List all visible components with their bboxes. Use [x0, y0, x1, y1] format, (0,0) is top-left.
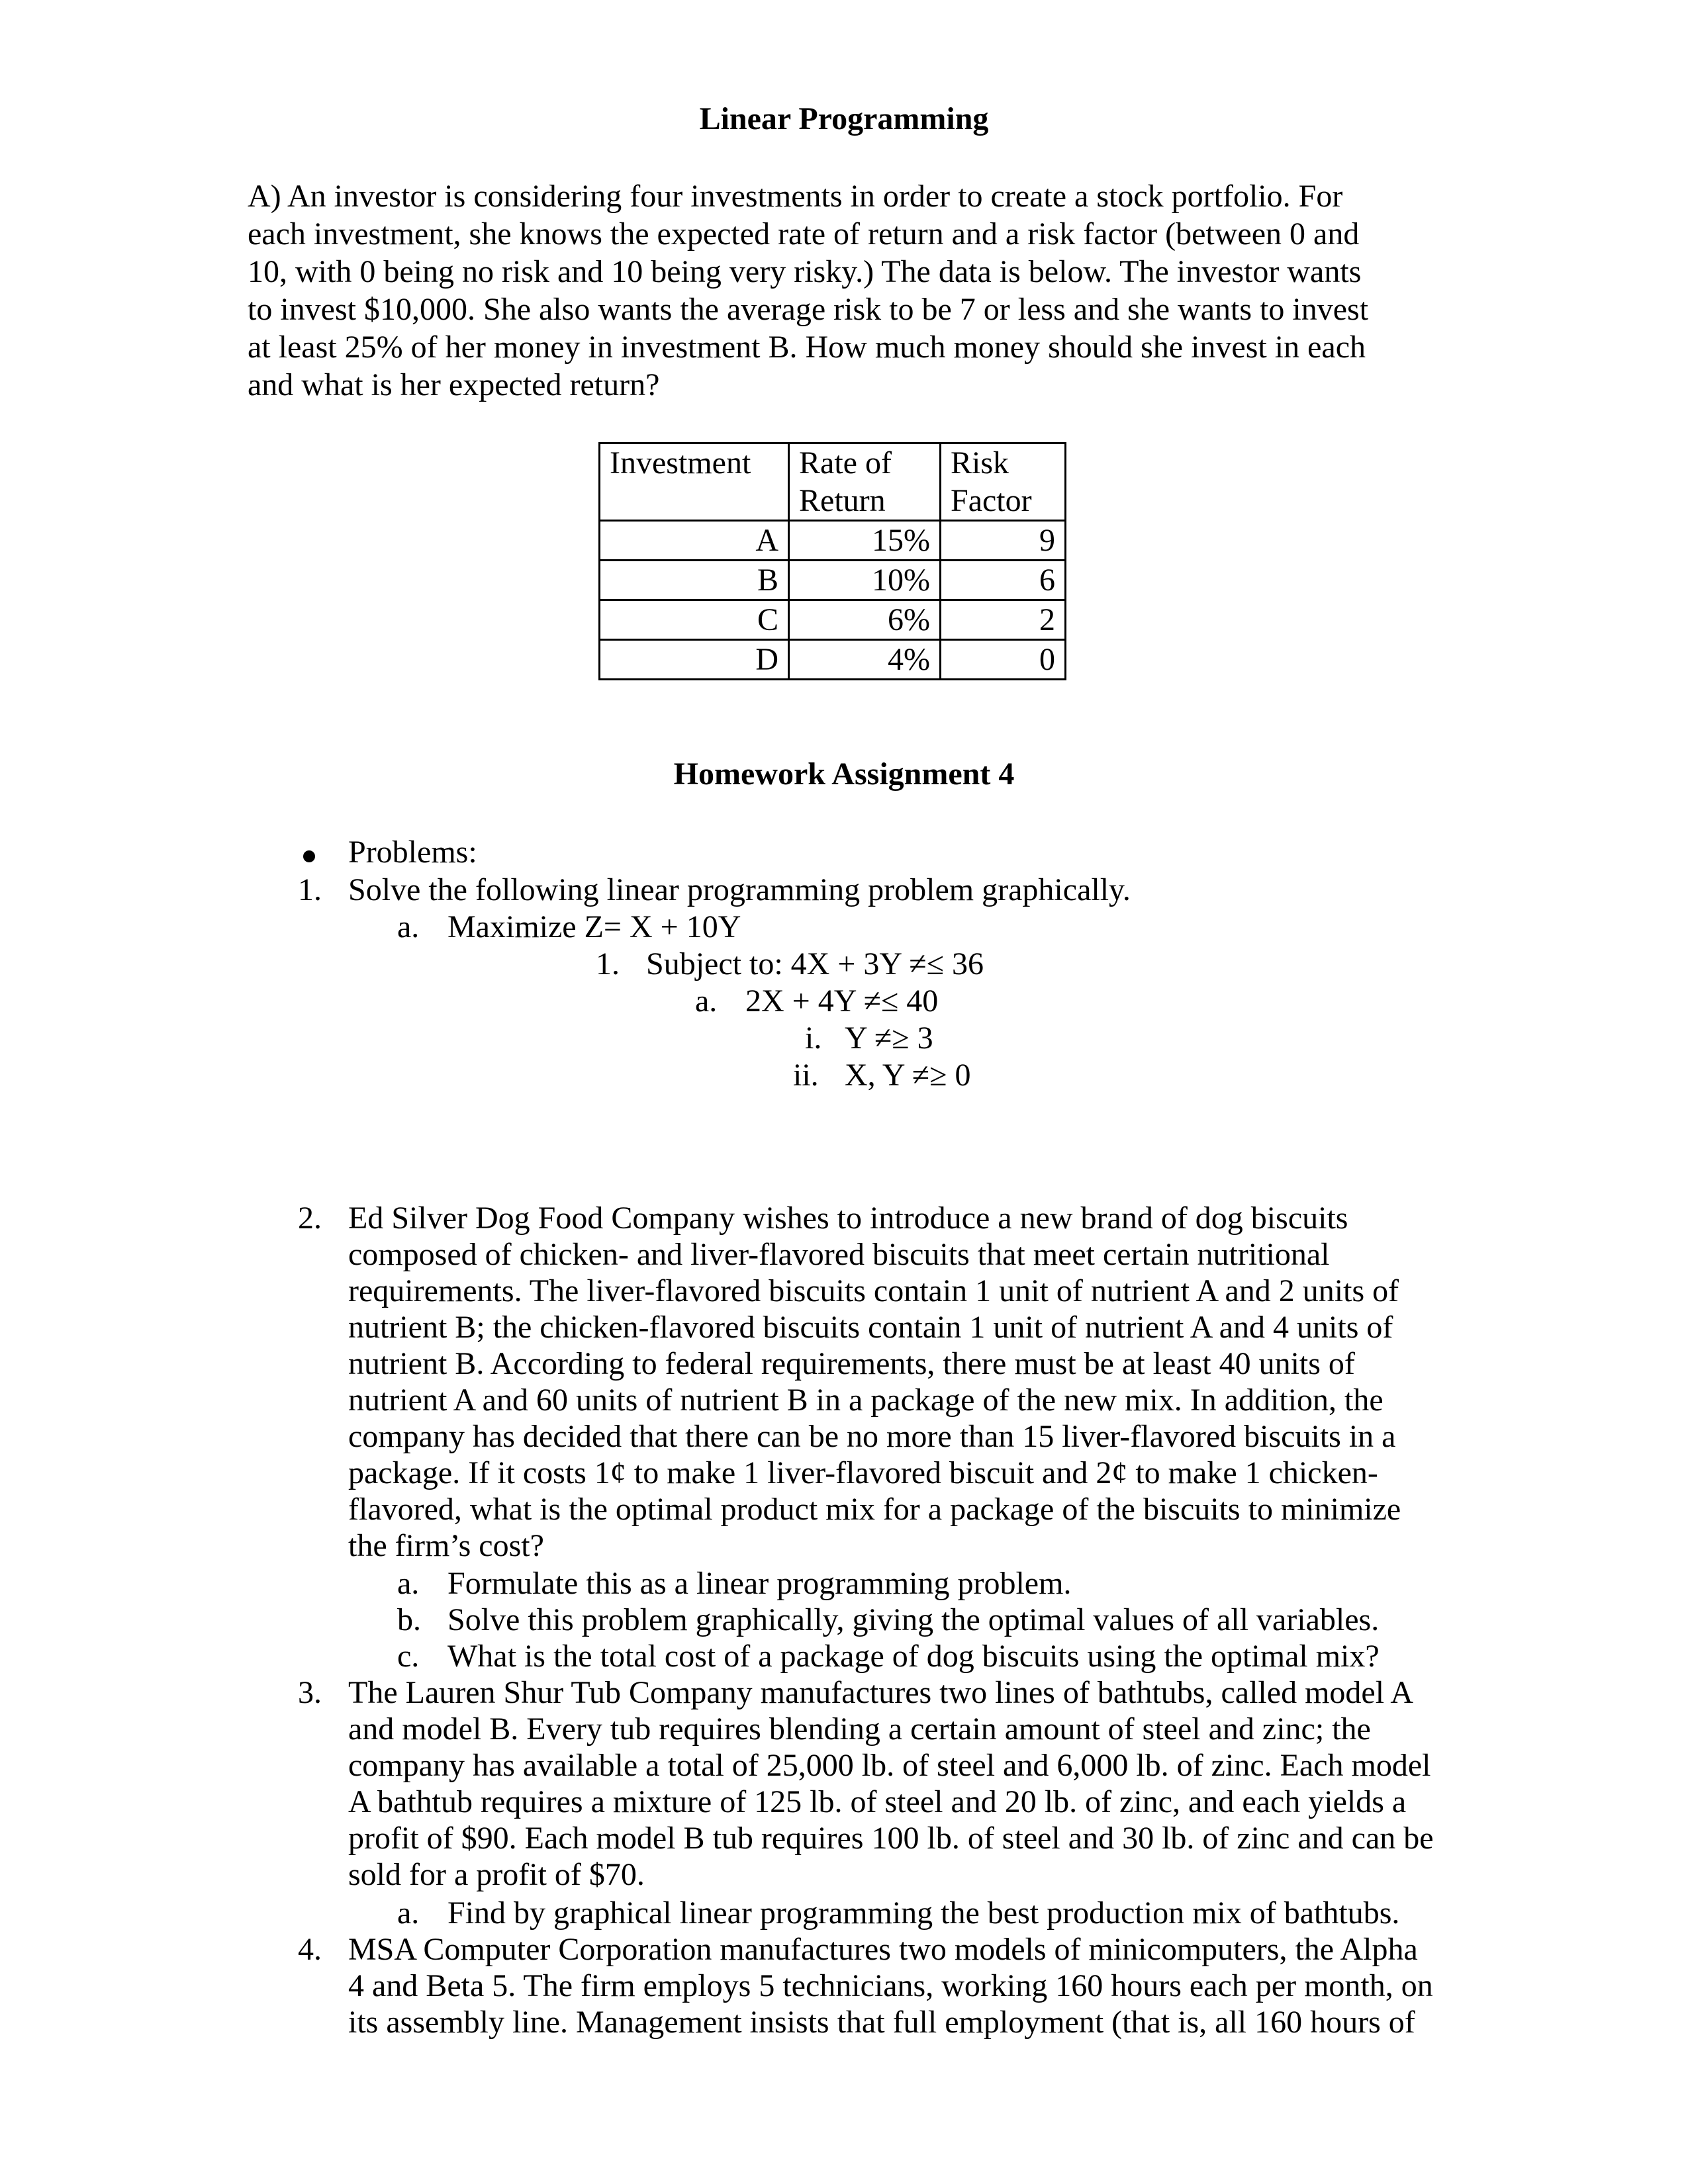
cell-rate: 10% [789, 561, 941, 600]
problem-1: 1. Solve the following linear programming problem graphically. [298, 872, 1131, 907]
investment-table [598, 442, 1066, 680]
list-marker: a. [397, 1566, 420, 1601]
problem-2: 2. Ed Silver Dog Food Company wishes to introduce a new brand of dog biscuits composed of chicken- and liver-flavored biscuits that meet certain nutritional requirements. The liver-flavored biscuits contain 1 unit of nutrient A and 2 units of nutrient B; the chicken-flavored biscuits contain 1 unit of nutrient A and 4 units of nutrient B. According to federal requirements, there must be at least 40 units of nutrient A and 60 units of nutrient B in a package of the new mix. In addition, the company has decided that there can be no more than 15 liver-flavored biscuits in a package. If it costs 1¢ to make 1 liver-flavored biscuit and 2¢ to make 1 chicken- flavored, what is the optimal product mix for a package of the biscuits to minimize the firm’s cost? [298, 1201, 1401, 1563]
list-marker: i. [805, 1021, 822, 1056]
cell-investment: D [600, 640, 789, 680]
paragraph-line: 10, with 0 being no risk and 10 being very risky.) The data is below. The investor wants [248, 254, 1362, 289]
list-marker: ii. [793, 1058, 819, 1093]
paragraph-line: to invest $10,000. She also wants the average risk to be 7 or less and she wants to invest [248, 292, 1369, 327]
cell-risk: 2 [941, 600, 1066, 640]
table-row [600, 600, 1066, 640]
list-marker: b. [397, 1602, 421, 1637]
homework-title: Homework Assignment 4 [673, 756, 1015, 792]
header-rate-of-return: Rate of Return [789, 443, 941, 521]
list-marker: a. [397, 1895, 420, 1931]
header-risk-factor: Risk Factor [941, 443, 1066, 521]
problem-2a: a. Formulate this as a linear programming problem. [397, 1566, 1072, 1601]
list-marker: a. [695, 983, 718, 1019]
problem-3: 3. The Lauren Shur Tub Company manufactures two lines of bathtubs, called model A and model B. Every tub requires blending a certain amount of steel and zinc; the company has available a total of 25,000 lb. of steel and 6,000 lb. of zinc. Each model A bathtub requires a mixture of 125 lb. of steel and 20 lb. of zinc, and each yields a profit of $90. Each model B tub requires 100 lb. of steel and 30 lb. of zinc and can be sold for a profit of $70. [298, 1675, 1434, 1892]
bullet-icon [303, 850, 315, 862]
cell-risk: 0 [941, 640, 1066, 680]
constraint-2: a. 2X + 4Y ≠≤ 40 [695, 983, 939, 1019]
cell-risk: 6 [941, 561, 1066, 600]
paragraph-line: at least 25% of her money in investment B. How much money should she invest in each [248, 330, 1366, 365]
list-marker: 2. [298, 1201, 322, 1236]
cell-investment: A [600, 521, 789, 561]
cell-risk: 9 [941, 521, 1066, 561]
list-marker: 1. [596, 946, 620, 981]
table-row [600, 640, 1066, 680]
problem-4: 4. MSA Computer Corporation manufactures two models of minicomputers, the Alpha 4 and Beta 5. The firm employs 5 technicians, working 160 hours each per month, on its assembly line. Management insists that full employment (that is, all 160 hours of [298, 1932, 1433, 2040]
constraint-4: ii. X, Y ≠≥ 0 [793, 1058, 971, 1093]
cell-investment: C [600, 600, 789, 640]
paragraph-line: each investment, she knows the expected rate of return and a risk factor (between 0 and [248, 216, 1360, 251]
table-row [600, 561, 1066, 600]
constraint-1: 1. Subject to: 4X + 3Y ≠≤ 36 [596, 946, 984, 981]
constraint-3: i. Y ≠≥ 3 [805, 1021, 933, 1056]
investor-problem-paragraph [248, 177, 1368, 404]
table-header-row [600, 443, 1066, 521]
list-marker: c. [397, 1639, 420, 1674]
list-marker: 3. [298, 1675, 322, 1710]
cell-rate: 4% [789, 640, 941, 680]
list-marker: a. [397, 909, 420, 944]
table-row [600, 521, 1066, 561]
problem-2b: b. Solve this problem graphically, giving the optimal values of all variables. [397, 1602, 1380, 1637]
problem-3a: a. Find by graphical linear programming the best production mix of bathtubs. [397, 1895, 1400, 1931]
problem-2c: c. What is the total cost of a package of dog biscuits using the optimal mix? [397, 1639, 1380, 1674]
header-investment: Investment [600, 443, 789, 521]
list-marker: 4. [298, 1932, 322, 1967]
list-marker: 1. [298, 872, 322, 907]
page-title: Linear Programming [699, 101, 989, 136]
problems-heading: Problems: [348, 833, 477, 871]
paragraph-line: A) An investor is considering four investments in order to create a stock portfolio. For [248, 179, 1343, 214]
cell-rate: 6% [789, 600, 941, 640]
cell-rate: 15% [789, 521, 941, 561]
cell-investment: B [600, 561, 789, 600]
paragraph-line: and what is her expected return? [248, 367, 660, 402]
problem-1a: a. Maximize Z= X + 10Y [397, 909, 741, 944]
